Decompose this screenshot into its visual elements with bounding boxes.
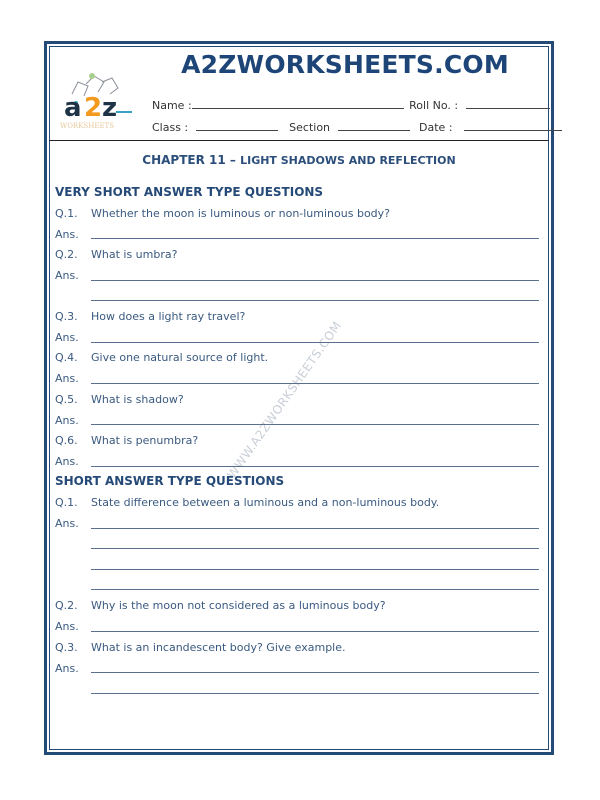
answer-label: Ans. (55, 331, 79, 344)
question-number: Q.5. (55, 393, 78, 406)
roll-blank[interactable] (466, 98, 550, 109)
question-number: Q.3. (55, 641, 78, 654)
chapter-title-sub: LIGHT SHADOWS AND REFLECTION (240, 154, 456, 167)
answer-label: Ans. (55, 517, 79, 530)
name-roll-row (152, 98, 550, 112)
answer-line[interactable] (91, 383, 539, 384)
section-label: Section (289, 121, 331, 134)
answer-line[interactable] (91, 238, 539, 239)
answer-line[interactable] (91, 569, 539, 570)
question-item (55, 248, 177, 261)
question-number: Q.1. (55, 207, 78, 220)
question-text: What is shadow? (91, 393, 184, 406)
question-text: Whether the moon is luminous or non-luminous body? (91, 207, 390, 220)
question-number: Q.2. (55, 248, 78, 261)
question-text: Give one natural source of light. (91, 351, 269, 364)
answer-label: Ans. (55, 620, 79, 633)
answer-label: Ans. (55, 414, 79, 427)
answer-label: Ans. (55, 269, 79, 282)
svg-text:WORKSHEETS: WORKSHEETS (60, 122, 115, 130)
answer-line[interactable] (91, 342, 539, 343)
header-divider (49, 140, 549, 141)
question-item (55, 310, 245, 323)
svg-text:a: a (64, 93, 82, 123)
answer-label: Ans. (55, 372, 79, 385)
watermark: WWW.A2ZWORKSHEETS.COM (224, 318, 345, 482)
question-number: Q.4. (55, 351, 78, 364)
class-blank[interactable] (196, 120, 278, 131)
question-text: Why is the moon not considered as a luminous body? (91, 599, 386, 612)
svg-text:2: 2 (84, 93, 103, 123)
date-label: Date : (419, 121, 453, 134)
answer-label: Ans. (55, 455, 79, 468)
answer-line[interactable] (91, 300, 539, 301)
question-number: Q.3. (55, 310, 78, 323)
chapter-title-main: CHAPTER 11 – (142, 153, 236, 167)
site-title: A2ZWORKSHEETS.COM (181, 50, 509, 79)
a2z-logo (58, 70, 138, 132)
name-label: Name : (152, 99, 192, 112)
answer-line[interactable] (91, 631, 539, 632)
class-section-date-row (152, 120, 562, 134)
question-number: Q.6. (55, 434, 78, 447)
section-blank[interactable] (338, 120, 410, 131)
section-title-very-short: VERY SHORT ANSWER TYPE QUESTIONS (55, 185, 324, 199)
question-number: Q.1. (55, 496, 78, 509)
question-text: State difference between a luminous and a non-luminous body. (91, 496, 440, 509)
question-item (55, 351, 268, 364)
question-item (55, 393, 184, 406)
answer-label: Ans. (55, 228, 79, 241)
answer-line[interactable] (91, 528, 539, 529)
roll-label: Roll No. : (409, 99, 459, 112)
question-item (55, 641, 346, 654)
answer-line[interactable] (91, 466, 539, 467)
section-title-short: SHORT ANSWER TYPE QUESTIONS (55, 474, 285, 488)
question-item (55, 434, 198, 447)
question-text: What is umbra? (91, 248, 178, 261)
answer-line[interactable] (91, 589, 539, 590)
question-item (55, 496, 439, 509)
question-item (55, 207, 390, 220)
answer-line[interactable] (91, 693, 539, 694)
question-text: How does a light ray travel? (91, 310, 246, 323)
svg-text:z: z (102, 93, 118, 123)
question-text: What is penumbra? (91, 434, 199, 447)
answer-label: Ans. (55, 662, 79, 675)
answer-line[interactable] (91, 424, 539, 425)
answer-line[interactable] (91, 280, 539, 281)
question-text: What is an incandescent body? Give example. (91, 641, 346, 654)
class-label: Class : (152, 121, 189, 134)
answer-line[interactable] (91, 548, 539, 549)
question-number: Q.2. (55, 599, 78, 612)
chapter-title (49, 153, 549, 167)
name-blank[interactable] (192, 98, 404, 109)
question-item (55, 599, 386, 612)
date-blank[interactable] (464, 120, 562, 131)
answer-line[interactable] (91, 672, 539, 673)
